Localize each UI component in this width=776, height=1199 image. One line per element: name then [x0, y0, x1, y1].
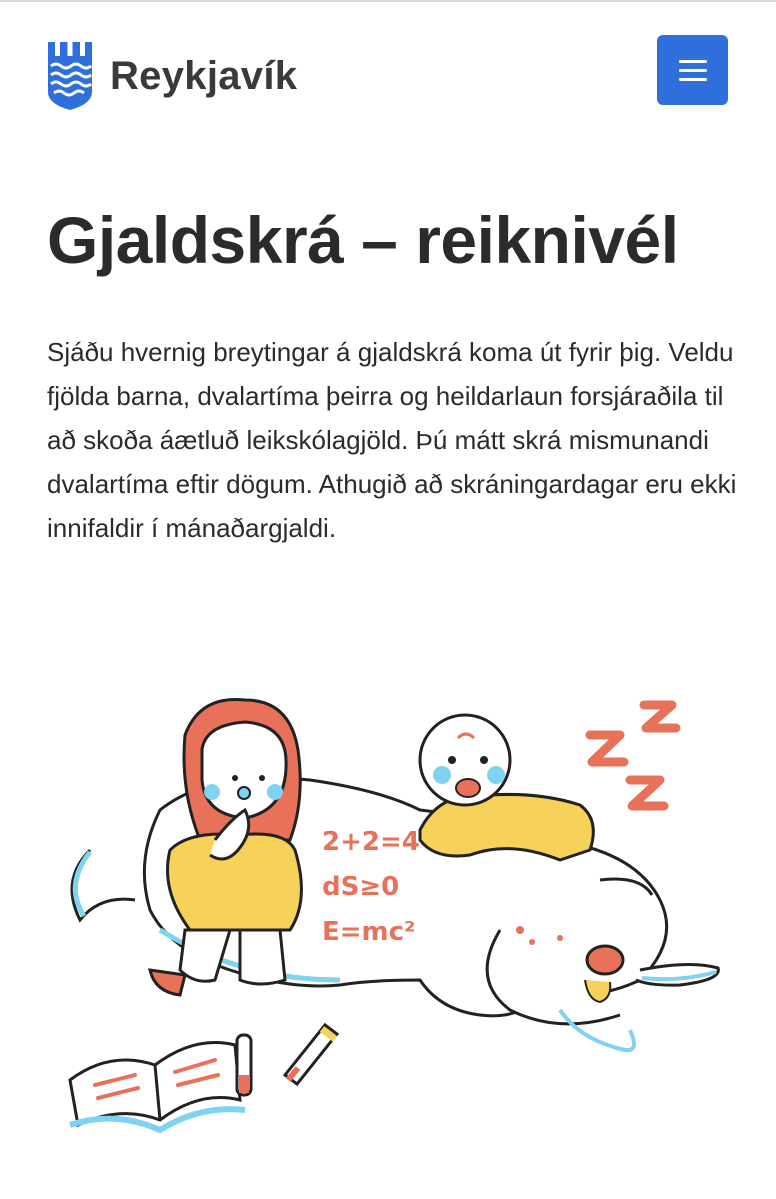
formula-entropy: dS≥0 [322, 872, 400, 902]
open-book-icon [70, 1043, 245, 1131]
formula-energy: E=mc² [322, 917, 416, 947]
reykjavik-crest-icon [46, 40, 94, 112]
site-header [0, 0, 776, 140]
formula-addition: 2+2=4 [322, 827, 420, 857]
baby-character [420, 715, 593, 860]
sleeping-dog [72, 778, 718, 1050]
home-logo-link[interactable] [46, 40, 297, 112]
markers [237, 1025, 337, 1095]
logo-text: Reykjavík [110, 54, 298, 98]
menu-button[interactable] [657, 35, 728, 105]
page-title: Gjaldskrá – reiknivél [47, 203, 679, 277]
kids-and-sleeping-dog-illustration [40, 680, 740, 1150]
intro-paragraph: Sjáðu hvernig breytingar á gjaldskrá koma út fyrir þig. Veldu fjölda barna, dvalartíma þeirra og heildarlaun forsjáraðila til að skoða áætluð leikskólagjöld. Þú mátt skrá mismunandi dvalartíma eftir dögum. Athugið að skráningardagar eru ekki innifaldir í mánaðargjaldi. [47, 337, 737, 543]
sleep-z-icon [590, 705, 676, 806]
